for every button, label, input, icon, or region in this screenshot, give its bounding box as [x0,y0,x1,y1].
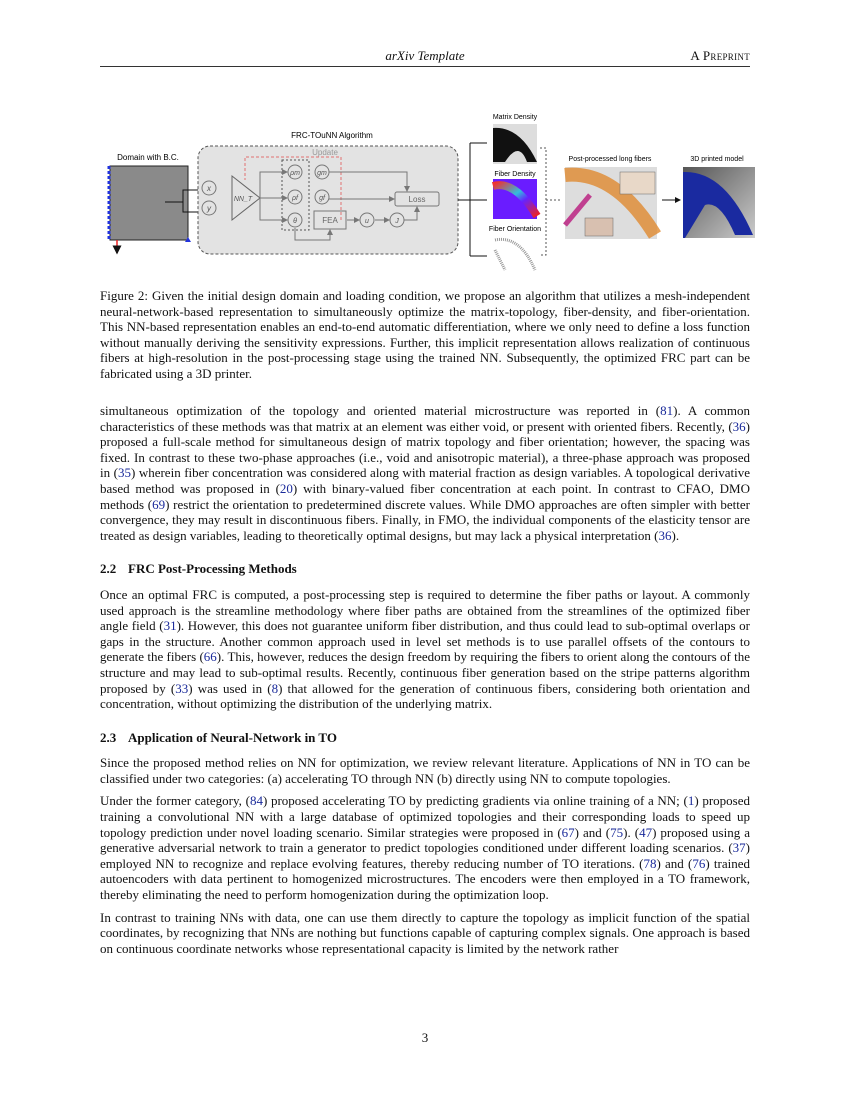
svg-text:θ: θ [293,218,297,225]
section-heading-2-2: 2.2 FRC Post-Processing Methods [100,561,297,577]
citation-link[interactable]: 84 [249,793,263,809]
svg-text:Matrix Density: Matrix Density [492,114,538,121]
citation-link[interactable]: 20 [279,480,293,496]
citation-link[interactable]: 78 [643,855,657,871]
citation-link[interactable]: 81 [660,403,674,418]
svg-text:ρm: ρm [290,170,300,177]
section-heading-2-3: 2.3 Application of Neural-Network in TO [100,729,337,745]
figure-caption: Figure 2: Given the initial design domain and loading condition, we propose an algorithm that utilizes a mesh-independent neural-network-based representation to simultaneously optimize the matrix-topology, fiber-density, and fiber-orientation. This NN-based representation enables an end-to-end automatic differentiation, where we only need to define a loss function without manually deriving the sensitivity expressions. Further, this implicit representation allows realization of continuous fibers at high-resolution in the post-processing stage using the trained NN. Subsequently, the optimized FRC part can be fabricated using a 3D printer. [100,288,750,381]
citation-link[interactable]: 36 [658,527,672,543]
citation-link[interactable]: 33 [175,680,189,696]
page-number: 3 [421,1030,429,1045]
domain-label: Domain with B.C. [117,153,179,162]
svg-text:Update: Update [312,148,338,157]
svg-text:Loss: Loss [408,195,426,204]
citation-link[interactable]: 47 [639,824,653,840]
svg-text:y: y [207,204,211,213]
svg-text:x: x [207,184,211,193]
paragraph: simultaneous optimization of the topology and oriented material microstructure was reported in (81). A common characteristics of these methods was that matrix at an element was either void, or present with oriented fibers. Recently, (36) proposed a full-scale method for simultaneous design of matrix topology and fiber orientation; however, the spacing was fixed. In contrast to these two-phase approaches (i.e., void and anisotropic material), a three-phase approach was proposed in (35) wherein fiber concentration was considered along with material fraction as design variables. A topological derivative based method was proposed in (20) with binary-valued fiber concentration at each point. In contrast to CFAO, DMO methods (69) restrict the orientation to predetermined discrete values. While DMO approaches are often simpler with better convergence, they may result in discontinuous fibers. Finally, in FMO, the individual components of the elasticity tensor are treated as design variables, leading to theoretically optimal designs, but may lack a physical interpretation (36). [100,403,750,543]
header-right: A Preprint [690,48,750,63]
svg-text:gm: gm [317,170,327,177]
svg-text:NN_T: NN_T [233,196,253,203]
paragraph: Under the former category, (84) proposed accelerating TO by predicting gradients via online training of a NN; (1) proposed training a convolutional NN with a large database of optimized topologies and their corresponding loads to speed up topology prediction under novel loading scenario. Similar strategies were proposed in (67) and (75). (47) proposed using a generative adversarial network to train a generator to predict topologies conditioned under different loading scenarios. (37) employed NN to recognize and replace evolving features, thereby reducing number of TO iterations. (78) and (76) trained autoencoders with data pertinent to homogenized microstructures. The encoders were then employed in a TO framework, thereby eliminating the need to perform homogenization during the optimization loop. [100,793,750,903]
svg-text:Post-processed long fibers: Post-processed long fibers [568,156,652,163]
figure-2 [95,100,760,280]
fiber-orientation-image [495,239,535,270]
svg-text:J: J [395,218,399,225]
svg-text:Fiber Density: Fiber Density [494,171,536,178]
algorithm-label: FRC-TOuNN Algorithm [291,131,373,140]
paragraph: Once an optimal FRC is computed, a post-processing step is required to determine the fiber paths or layout. A commonly used approach is the streamline methodology where fiber paths are obtained from the streamlines of the optimized fiber angle field (31). However, this does not guarantee uniform fiber distribution, and thus could lead to sub-optimal overlaps or gaps in the structure. Another common approach used in level set methods is to use parallel offsets of the contours to generate the fibers (66). This, however, reduces the design freedom by requiring the fibers to orient along the contours of the structure and may lead to sub-optimal results. Recently, continuous fiber generation based on the stripe patterns algorithm proposed by (33) was used in (8) that allowed for the generation of continuous fibers, considering both orientation and concentration, without optimizing the distribution of the underlying matrix. [100,586,750,712]
body-text [100,403,750,963]
citation-link[interactable]: 76 [692,855,706,871]
citation-link[interactable]: 31 [163,618,177,634]
svg-text:FEA: FEA [322,216,338,225]
citation-link[interactable]: 66 [203,649,217,665]
header-title: arXiv Template [385,48,465,63]
svg-text:3D printed model: 3D printed model [690,156,744,163]
citation-link[interactable]: 69 [152,496,166,512]
citation-link[interactable]: 67 [561,824,575,840]
citation-link[interactable]: 8 [271,680,279,696]
paragraph: Since the proposed method relies on NN for optimization, we review relevant literature. Applications of NN in TO can be classified under two categories: (a) accelerating TO through NN (b) directly using NN to compute topologies. [100,755,750,786]
page-header [100,48,750,67]
citation-link[interactable]: 37 [732,840,746,856]
svg-text:Fiber Orientation: Fiber Orientation [488,226,542,233]
citation-link[interactable]: 1 [687,793,695,809]
svg-text:ρf: ρf [292,195,298,202]
citation-link[interactable]: 36 [732,418,746,434]
citation-link[interactable]: 75 [610,824,624,840]
svg-text:u: u [365,218,369,225]
svg-text:gf: gf [319,195,325,202]
paragraph: In contrast to training NNs with data, one can use them directly to capture the topology as implicit function of the spatial coordinates, by recognizing that NNs are nothing but functions capable of capturing complex signals. One approach is based on continuous coordinate networks whose representational capacity is limited by the network rather [100,909,750,956]
citation-link[interactable]: 35 [117,465,131,481]
design-domain [110,166,188,240]
